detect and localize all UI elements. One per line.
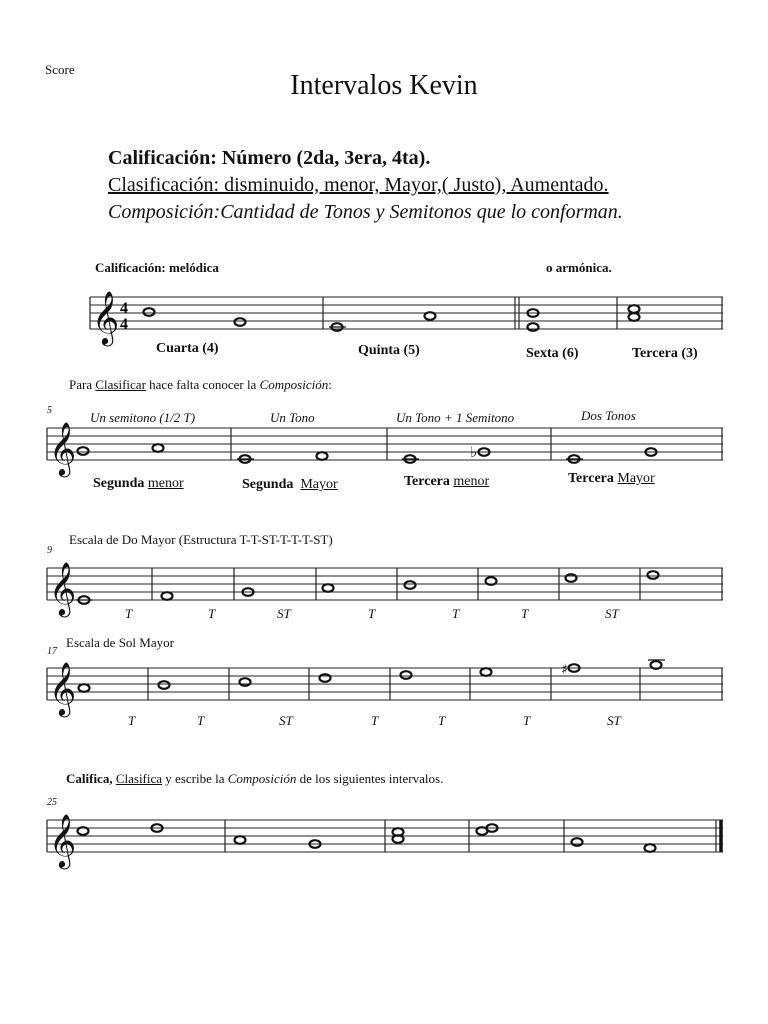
- score-label: Score: [45, 62, 75, 77]
- measure-number: 17: [47, 646, 57, 657]
- step-label: T: [125, 606, 133, 621]
- note: [235, 318, 246, 326]
- section2-intro: Para Clasificar hace falta conocer la Composición:: [69, 377, 332, 392]
- note: [481, 668, 492, 676]
- staff-system-3: [0, 556, 768, 616]
- step-label: T: [208, 606, 216, 621]
- sharp-icon: ♯: [561, 662, 568, 678]
- interval-label-1: Cuarta (4): [156, 341, 219, 356]
- note: [629, 313, 640, 321]
- flat-icon: ♭: [470, 443, 478, 461]
- note: [235, 836, 246, 844]
- step-label: ST: [279, 713, 293, 728]
- scale-title-do: Escala de Do Mayor (Estructura T-T-ST-T-T-T-ST): [69, 532, 333, 547]
- measure-number: 5: [47, 405, 52, 416]
- note: [629, 305, 640, 313]
- interval-label-4: Tercera (3): [632, 346, 698, 361]
- label-melodica: Calificación: melódica: [95, 260, 219, 275]
- interval-label-3: Sexta (6): [526, 346, 579, 361]
- note: [320, 674, 331, 682]
- note: [405, 581, 416, 589]
- note: [401, 671, 412, 679]
- interval-label: Tercera menor: [404, 474, 490, 489]
- note: [323, 584, 334, 592]
- interval-label: Tercera Mayor: [568, 471, 655, 486]
- step-label: T: [438, 713, 446, 728]
- composition-3: Un Tono + 1 Semitono: [396, 410, 515, 425]
- note: [79, 684, 90, 692]
- note: [566, 574, 577, 582]
- definition-calificacion: Calificación: Número (2da, 3era, 4ta).: [108, 147, 431, 169]
- note: [317, 452, 328, 460]
- exercise-instructions: Califica, Clasifica y escribe la Composición de los siguientes intervalos.: [66, 771, 444, 786]
- composition-1: Un semitono (1/2 T): [90, 410, 196, 425]
- note: [240, 678, 251, 686]
- staff-system-5: [0, 808, 768, 868]
- composition-4: Dos Tonos: [581, 408, 636, 423]
- step-label: ST: [277, 606, 291, 621]
- note: [572, 838, 583, 846]
- note: [159, 681, 170, 689]
- note: [144, 308, 155, 316]
- note: [528, 323, 539, 331]
- note: [78, 447, 89, 455]
- treble-clef-icon: 𝄞: [49, 561, 77, 615]
- step-label: T: [371, 713, 379, 728]
- step-label: T: [523, 713, 531, 728]
- step-label: T: [521, 606, 529, 621]
- interval-label: Segunda menor: [93, 476, 184, 491]
- step-label: T: [368, 606, 376, 621]
- interval-label: Segunda Mayor: [242, 477, 338, 492]
- treble-clef-icon: 𝄞: [49, 421, 77, 475]
- note: [162, 592, 173, 600]
- treble-clef-icon: 𝄞: [49, 661, 77, 715]
- staff-system-2: [0, 416, 768, 476]
- measure-number: 9: [47, 545, 52, 556]
- staff-system-1: [0, 285, 768, 345]
- note: [153, 444, 164, 452]
- composition-2: Un Tono: [270, 410, 315, 425]
- definition-composicion: Composición:Cantidad de Tonos y Semitonos que lo conforman.: [108, 201, 623, 223]
- treble-clef-icon: 𝄞: [92, 290, 120, 344]
- note: [645, 844, 656, 852]
- interval-label-2: Quinta (5): [358, 343, 420, 358]
- scale-title-sol: Escala de Sol Mayor: [66, 635, 174, 650]
- note: [648, 571, 659, 579]
- step-label: T: [128, 713, 136, 728]
- step-label: ST: [607, 713, 621, 728]
- page-title: Intervalos Kevin: [290, 70, 478, 101]
- time-signature-bottom: 4: [120, 316, 128, 333]
- definition-clasificacion: Clasificación: disminuido, menor, Mayor,( Justo), Aumentado.: [108, 174, 609, 196]
- step-label: T: [197, 713, 205, 728]
- time-signature-top: 4: [120, 300, 128, 317]
- step-label: ST: [605, 606, 619, 621]
- treble-clef-icon: 𝄞: [49, 813, 77, 867]
- staff-system-4: [0, 656, 768, 716]
- measure-number: 25: [47, 797, 57, 808]
- step-label: T: [452, 606, 460, 621]
- label-armonica: o armónica.: [546, 260, 612, 275]
